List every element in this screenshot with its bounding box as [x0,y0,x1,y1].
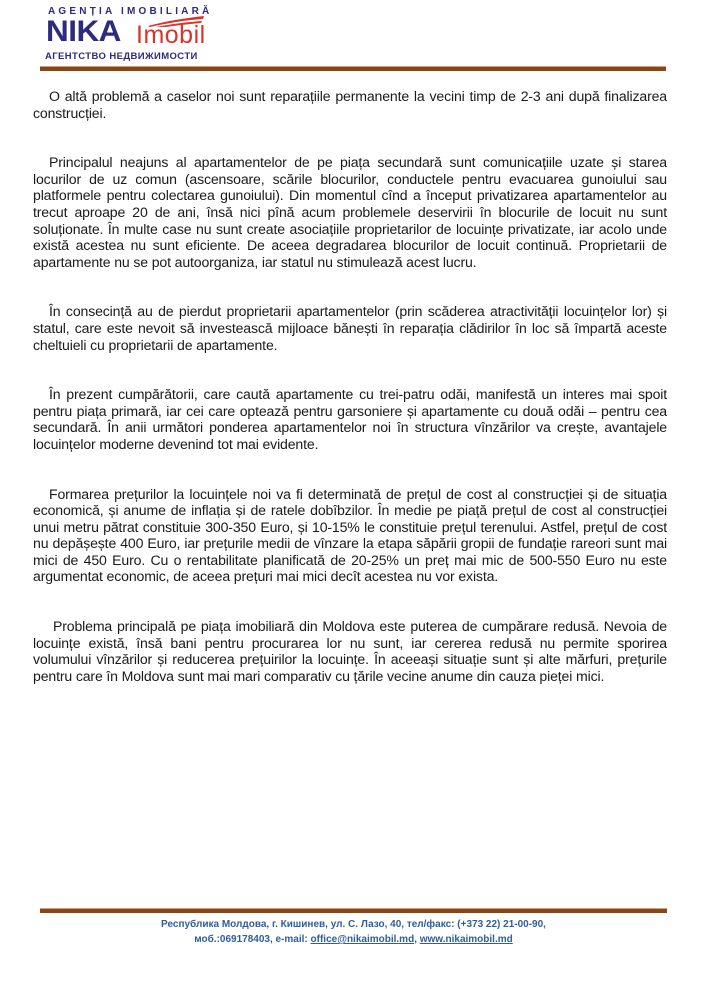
footer-divider [40,908,667,913]
document-body [33,88,667,684]
paragraph: Problema principală pe piața imobiliară din Moldova este puterea de cumpărare redusă. Nevoia de locuințe există, însă bani pentru procurarea lor nu sunt, iar cererea redusă nu permite sporirea volumului vînzărilor și reducerea prețuirilor la locuințe. În aceeași situație sunt și alte mărfuri, prețurile pentru care în Moldova sunt mai mari comparativ cu țările vecine anume din cauza pieței mici. [33,618,667,684]
footer-address: Республика Молдова, г. Кишинев, ул. С. Лазо, 40, тел/факс: (+373 22) 21-00-90, [161,919,546,930]
paragraph: O altă problemă a caselor noi sunt reparațiile permanente la vecini timp de 2-3 ani după finalizarea construcției. [33,88,667,121]
header-divider [40,66,666,71]
logo-tagline-ru: АГЕНТСТВО НЕДВИЖИМОСТИ [45,51,198,62]
logo-imobil-text: Imobil [136,21,206,49]
paragraph: În consecință au de pierdut proprietarii apartamentelor (prin scăderea atractivității locuințelor lor) și statul, care este nevoit să investească mijloace bănești în reparația clădirilor în loc să împartă aceste cheltuieli cu proprietarii de apartamente. [33,303,667,353]
paragraph: În prezent cumpărătorii, care caută apartamente cu trei-patru odăi, manifestă un interes mai spoit pentru piața primară, iar cei care optează pentru garsoniere și apartamente cu două odăi – pentru cea secundară. În anii următori ponderea apartamentelor noi în structura vînzărilor va crește, avantajele locuințelor moderne devenind tot mai evidente. [33,386,667,452]
logo-brand-name: NIKA [46,15,121,48]
paragraph: Principalul neajuns al apartamentelor de pe piața secundară sunt comunicațiile uzate și starea locurilor de uz comun (ascensoare, scările blocurilor, conductele pentru evacuarea gunoiului sau platformele pentru colectarea gunoiului). Din momentul cînd a început privatizarea apartamentelor au trecut aproape 20 de ani, însă nici pînă acum problemele deservirii în blocurile de locuit nu sunt soluționate. În multe case nu sunt create asociațiile proprietarilor de locuințe privatizate, iar acolo unde există acestea nu sunt eficiente. De aceea degradarea blocurilor de locuit continuă. Proprietarii de apartamente nu se pot autoorganiza, iar statul nu stimulează acest lucru. [33,154,667,270]
footer-contact [40,917,667,947]
footer-separator: , [414,934,420,945]
letterhead-logo [40,4,670,66]
email-link[interactable]: office@nikaimobil.md [310,934,415,945]
paragraph: Formarea prețurilor la locuințele noi va fi determinată de prețul de cost al construcției și de situația economică, și anume de inflația și de ratele dobîbzilor. În medie pe piață prețul de cost al construcției unui metru pătrat constituie 300-350 Euro, și 10-15% le constituie prețul terenului. Astfel, prețul de cost nu depășește 400 Euro, iar prețurile medii de vînzare la etapa săpării gropii de fundație rareori sunt mai mici de 450 Euro. Cu o rentabilitate planificată de 20-25% un preț mai mic de 500-550 Euro nu este argumentat economic, de aceea prețuri mai mici decît acestea nu vor exista. [33,485,667,585]
footer-contacts-line [40,932,667,947]
logo-tagline-ro: AGENȚIA IMOBILIARĂ [48,6,213,17]
footer-mobile: моб.:069178403, e-mail: [194,934,311,945]
website-link[interactable]: www.nikaimobil.md [419,934,513,945]
